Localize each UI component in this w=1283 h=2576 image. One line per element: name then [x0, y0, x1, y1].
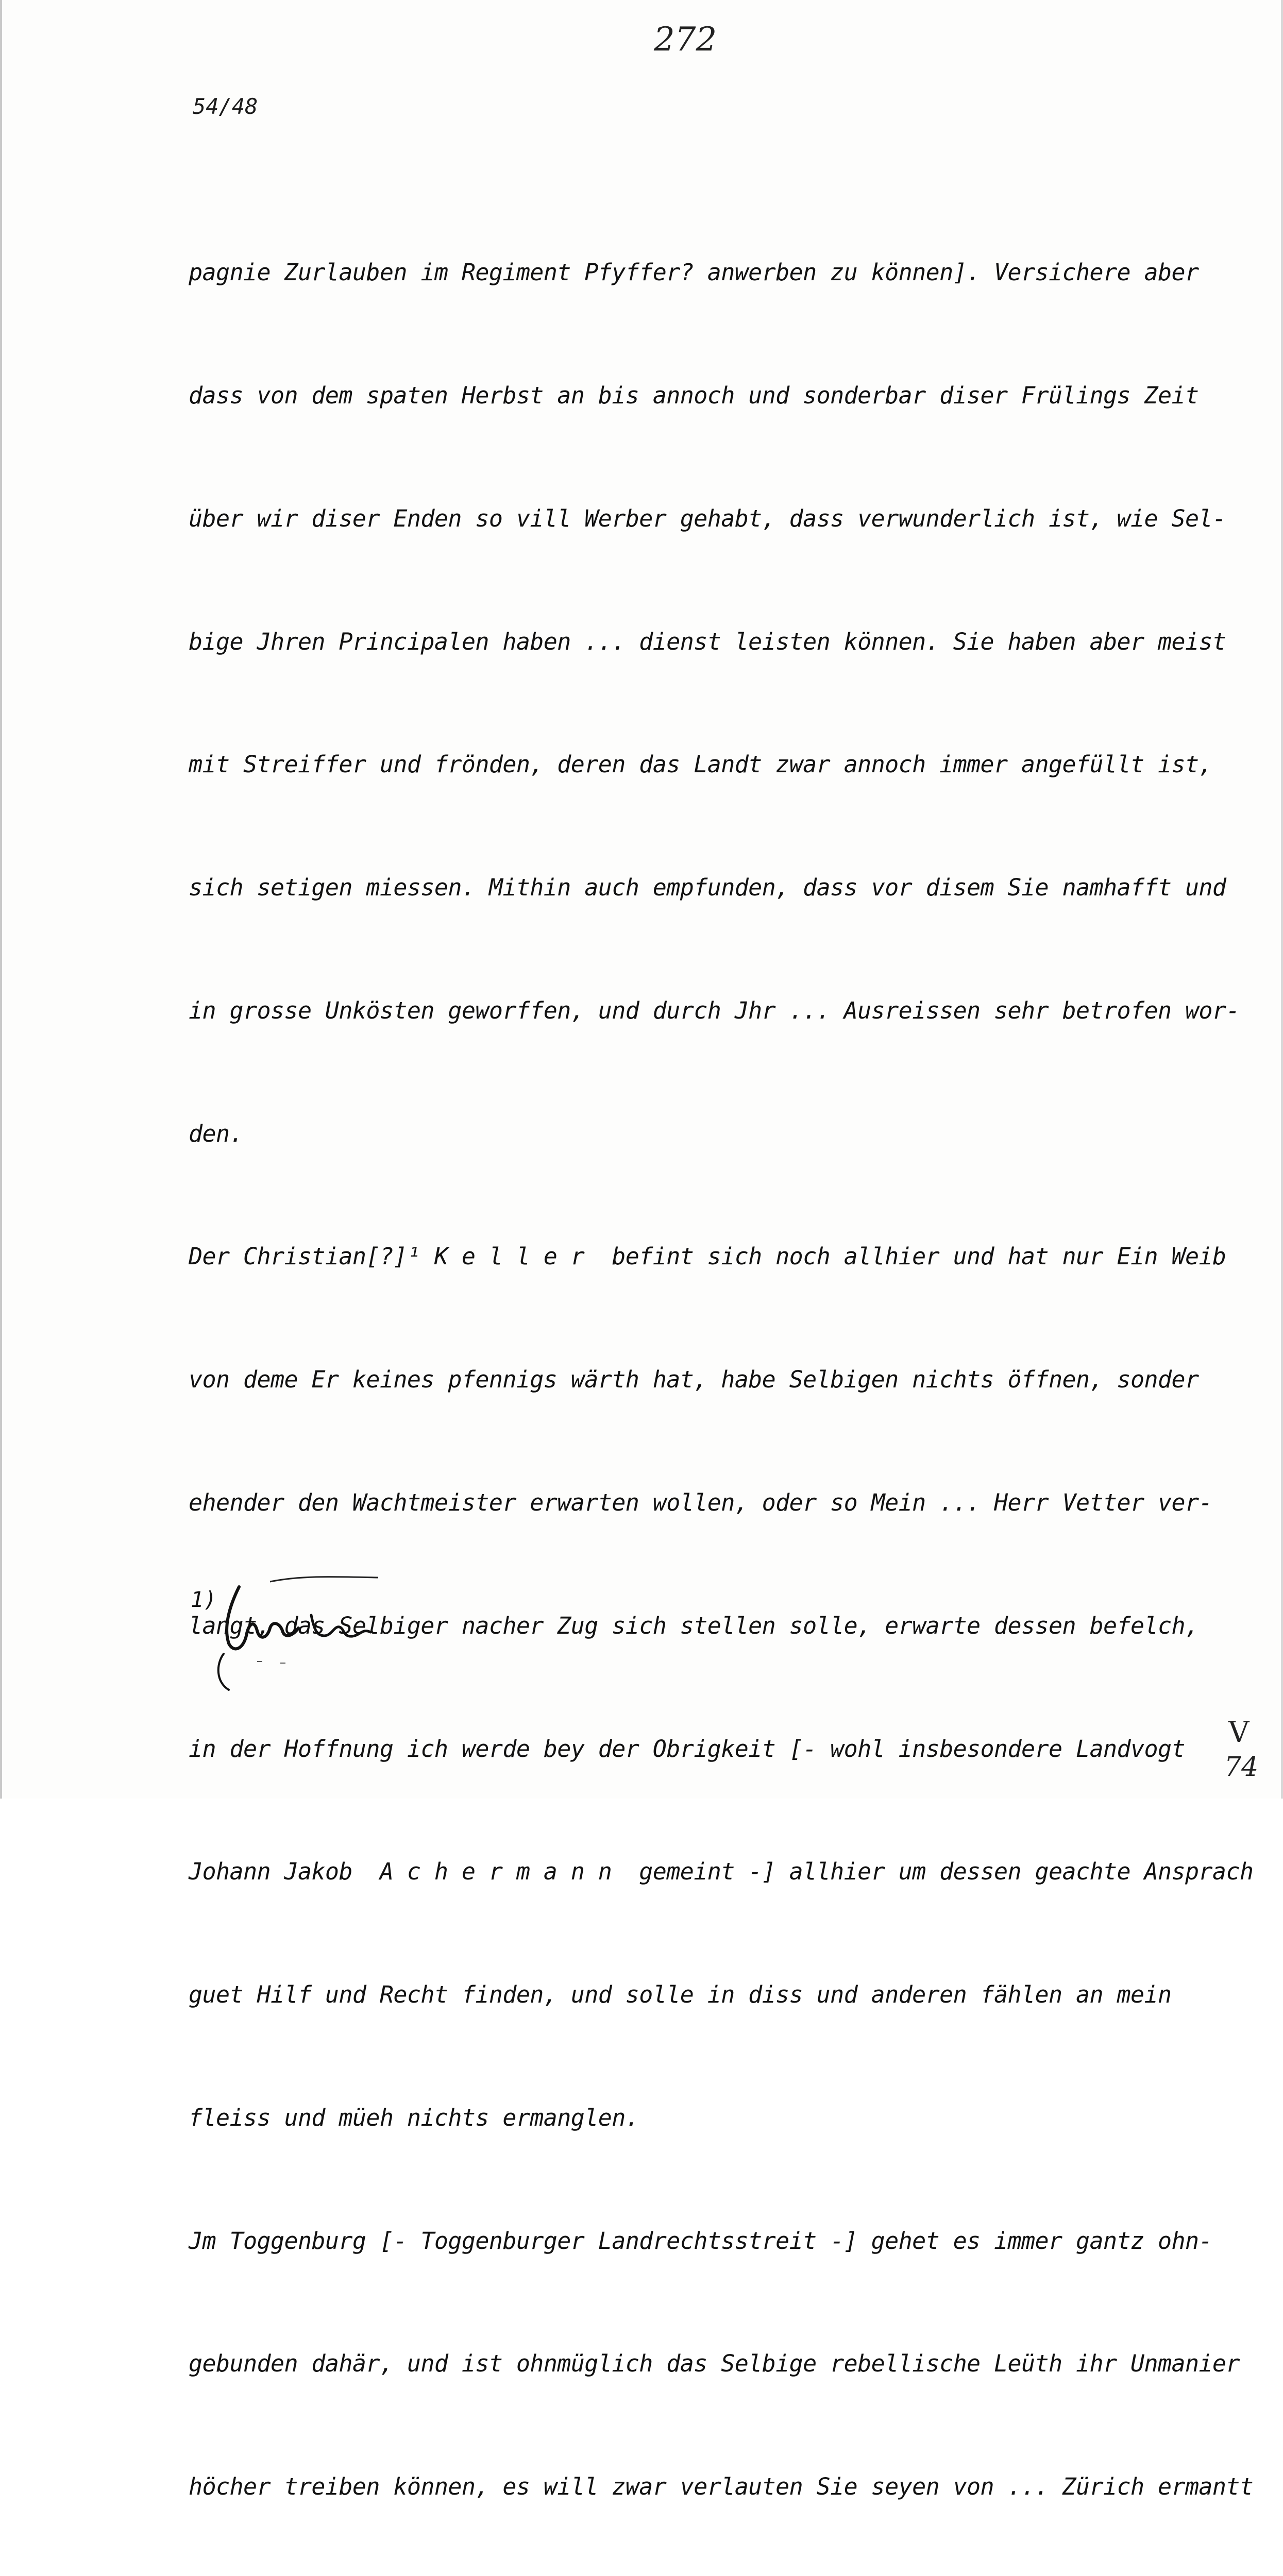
text-line: Johann Jakob A c h e r m a n n gemeint -] allhier um dessen geachte Ansprach [189, 1858, 1254, 1886]
corner-folio-number: 74 [1224, 1752, 1259, 1783]
text-line: langt, das Selbiger nacher Zug sich stellen solle, erwarte dessen befelch, [189, 1612, 1199, 1639]
text-line: den. [189, 1120, 243, 1147]
text-line: guet Hilf und Recht finden, und solle in diss und anderen fählen an mein [189, 1981, 1172, 2009]
text-line: fleiss und müeh nichts ermanglen. [189, 2104, 639, 2131]
archive-reference: 54/48 [193, 94, 258, 119]
text-line: Jm Toggenburg [- Toggenburger Landrechtsstreit -] gehet es immer gantz ohn- [189, 2227, 1212, 2255]
text-line: über wir diser Enden so vill Werber gehabt, dass verwunderlich ist, wie Sel- [189, 504, 1226, 532]
text-line: in grosse Unkösten geworffen, und durch Jhr ... Ausreissen sehr betrofen wor- [189, 996, 1240, 1024]
text-line: gebunden dahär, und ist ohnmüglich das Selbige rebellische Leüth ihr Unmanier [189, 2350, 1240, 2378]
text-line: mit Streiffer und frönden, deren das Landt zwar annoch immer angefüllt ist, [189, 751, 1212, 778]
text-line: höcher treiben können, es will zwar verlauten Sie seyen von ... Zürich ermantt [189, 2473, 1254, 2501]
text-line: in der Hoffnung ich werde bey der Obrigkeit [- wohl insbesondere Landvogt [189, 1735, 1185, 1762]
handwritten-page-number: 272 [654, 21, 717, 59]
text-line: pagnie Zurlauben im Regiment Pfyffer? anwerben zu können]. Versichere aber [189, 259, 1199, 286]
text-line: bige Jhren Principalen haben ... dienst leisten können. Sie haben aber meist [189, 628, 1226, 655]
text-line: dass von dem spaten Herbst an bis annoch und sonderbar diser Frülings Zeit [189, 381, 1199, 409]
text-line: von deme Er keines pfennigs wärth hat, habe Selbigen nichts öffnen, sonder [189, 1366, 1199, 1394]
footnote-marker: 1) [191, 1587, 217, 1612]
text-line: Der Christian[?]¹ K e l l e r befint sich noch allhier und hat nur Ein Weib [189, 1243, 1226, 1270]
text-line: sich setigen miessen. Mithin auch empfunden, dass vor disem Sie namhafft und [189, 874, 1226, 902]
check-mark: V [1228, 1716, 1250, 1749]
handwritten-signature-image [208, 1571, 383, 1695]
text-line: ehender den Wachtmeister erwarten wollen, oder so Mein ... Herr Vetter ver- [189, 1489, 1212, 1516]
